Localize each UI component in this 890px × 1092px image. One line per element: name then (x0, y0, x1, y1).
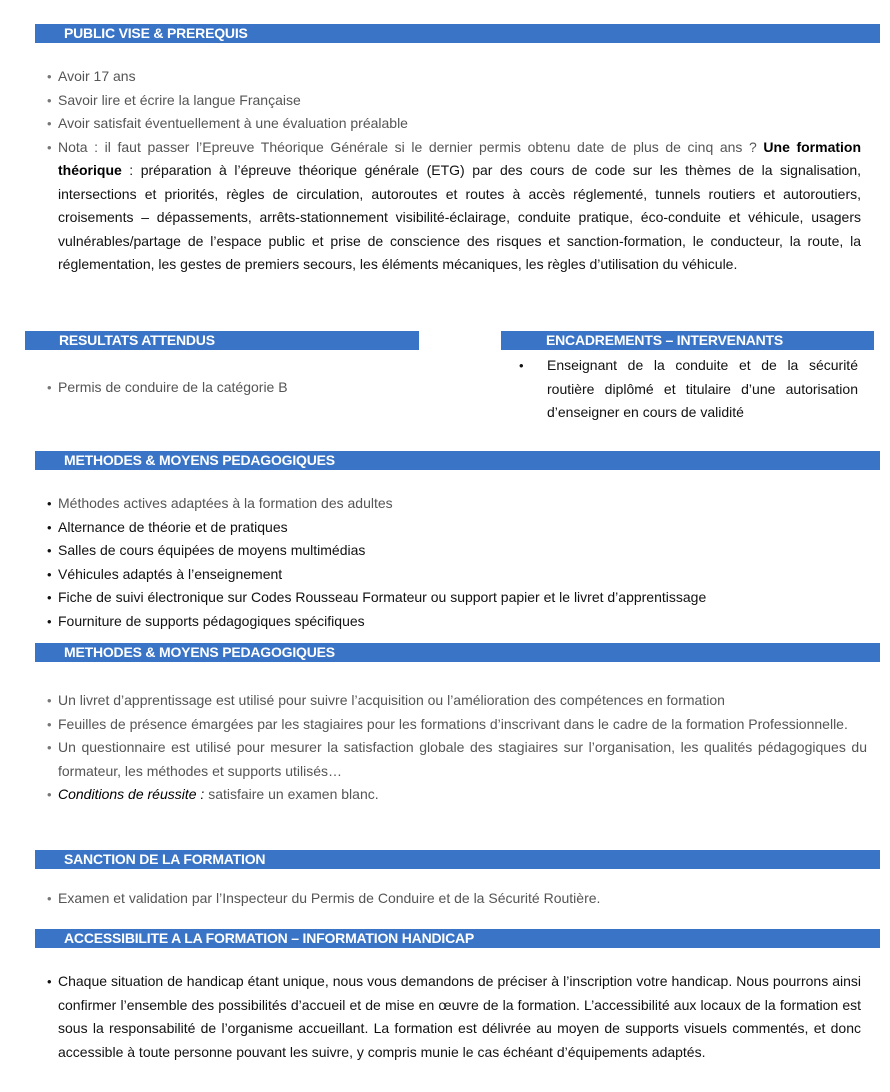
section-header-methodes-2 (35, 643, 880, 662)
list-item: • Véhicules adaptés à l’enseignement (47, 563, 867, 587)
prerequis-list (47, 65, 861, 277)
sanction-list (47, 887, 867, 911)
list-item: • Chaque situation de handicap étant unique, nous vous demandons de préciser à l’inscription votre handicap. Nous pourrons ainsi confirmer l’ensemble des possibilités d’accueil et de mise en œuvre de la formation. L’accessibilité aux locaux de la formation est sous la responsabilité de l’organisme accueillant. La formation est délivrée au moyen de supports visuels commentés, et donc accessible à toute personne pouvant les suivre, y compris munie le cas échéant d’équipements adaptés. (47, 970, 861, 1064)
list-item: • Fourniture de supports pédagogiques spécifiques (47, 610, 867, 634)
section-header-public (35, 24, 880, 43)
section-header-encadrements (501, 331, 874, 350)
section-title: METHODES & MOYENS PEDAGOGIQUES (64, 452, 335, 468)
encadrements-list (519, 354, 858, 425)
section-header-accessibilite (35, 929, 880, 948)
section-header-sanction (35, 850, 880, 869)
resultats-list (47, 376, 417, 400)
methodes-list (47, 492, 867, 633)
section-title: METHODES & MOYENS PEDAGOGIQUES (64, 644, 335, 660)
section-title: PUBLIC VISE & PREREQUIS (64, 25, 248, 41)
section-title: RESULTATS ATTENDUS (59, 332, 215, 348)
list-item: • Feuilles de présence émargées par les stagiaires pour les formations d’inscrivant dans le cadre de la formation Professionnelle. (47, 713, 867, 737)
list-item: • Fiche de suivi électronique sur Codes Rousseau Formateur ou support papier et le livret d’apprentissage (47, 586, 867, 610)
conditions-label: Conditions de réussite : (58, 786, 205, 802)
evaluation-list (47, 689, 867, 807)
list-item: • Examen et validation par l’Inspecteur du Permis de Conduire et de la Sécurité Routière. (47, 887, 867, 911)
list-item: • Salles de cours équipées de moyens multimédias (47, 539, 867, 563)
list-item-conditions (47, 783, 867, 807)
accessibilite-list (47, 970, 861, 1064)
list-item: • Savoir lire et écrire la langue Française (47, 89, 861, 113)
nota-rest: : préparation à l’épreuve théorique générale (ETG) par des cours de code sur les thèmes de la signalisation, intersections et priorités, règles de circulation, autoroutes et routes à accès réglementé, tunnels routiers et autoroutiers, croisements – dépassements, arrêts-stationnement visibilité-éclairage, conduite pratique, éco-conduite et véhicule, usagers vulnérables/partage de l’espace public et prise de conscience des risques et sanction-formation, le conducteur, la route, la réglementation, les gestes de premiers secours, les éléments mécaniques, les règles d’utilisation du véhicule. (58, 162, 861, 272)
list-item: • Permis de conduire de la catégorie B (47, 376, 417, 400)
section-title: ACCESSIBILITE A LA FORMATION – INFORMATION HANDICAP (64, 930, 475, 946)
section-header-methodes-1 (35, 451, 880, 470)
list-item: • Méthodes actives adaptées à la formation des adultes (47, 492, 867, 516)
section-title: ENCADREMENTS – INTERVENANTS (546, 332, 784, 348)
section-title: SANCTION DE LA FORMATION (64, 851, 266, 867)
nota-prefix: Nota : il faut passer l’Epreuve Théorique Générale si le dernier permis obtenu date de plus de cinq ans ? (58, 138, 764, 155)
list-item: • Avoir 17 ans (47, 65, 861, 89)
section-header-resultats (25, 331, 419, 350)
list-item: • Avoir satisfait éventuellement à une évaluation préalable (47, 112, 861, 136)
list-item: • Alternance de théorie et de pratiques (47, 516, 867, 540)
conditions-text: satisfaire un examen blanc. (204, 786, 379, 802)
list-item: • Enseignant de la conduite et de la sécurité routière diplômé et titulaire d’une autorisation d’enseigner en cours de validité (519, 354, 858, 425)
list-item: • Un questionnaire est utilisé pour mesurer la satisfaction globale des stagiaires sur l’organisation, les qualités pédagogiques du formateur, les méthodes et supports utilisés… (47, 736, 867, 783)
list-item-nota (47, 136, 861, 277)
list-item: • Un livret d’apprentissage est utilisé pour suivre l’acquisition ou l’amélioration des compétences en formation (47, 689, 867, 713)
nota-bold: Une formation théorique (58, 138, 862, 178)
